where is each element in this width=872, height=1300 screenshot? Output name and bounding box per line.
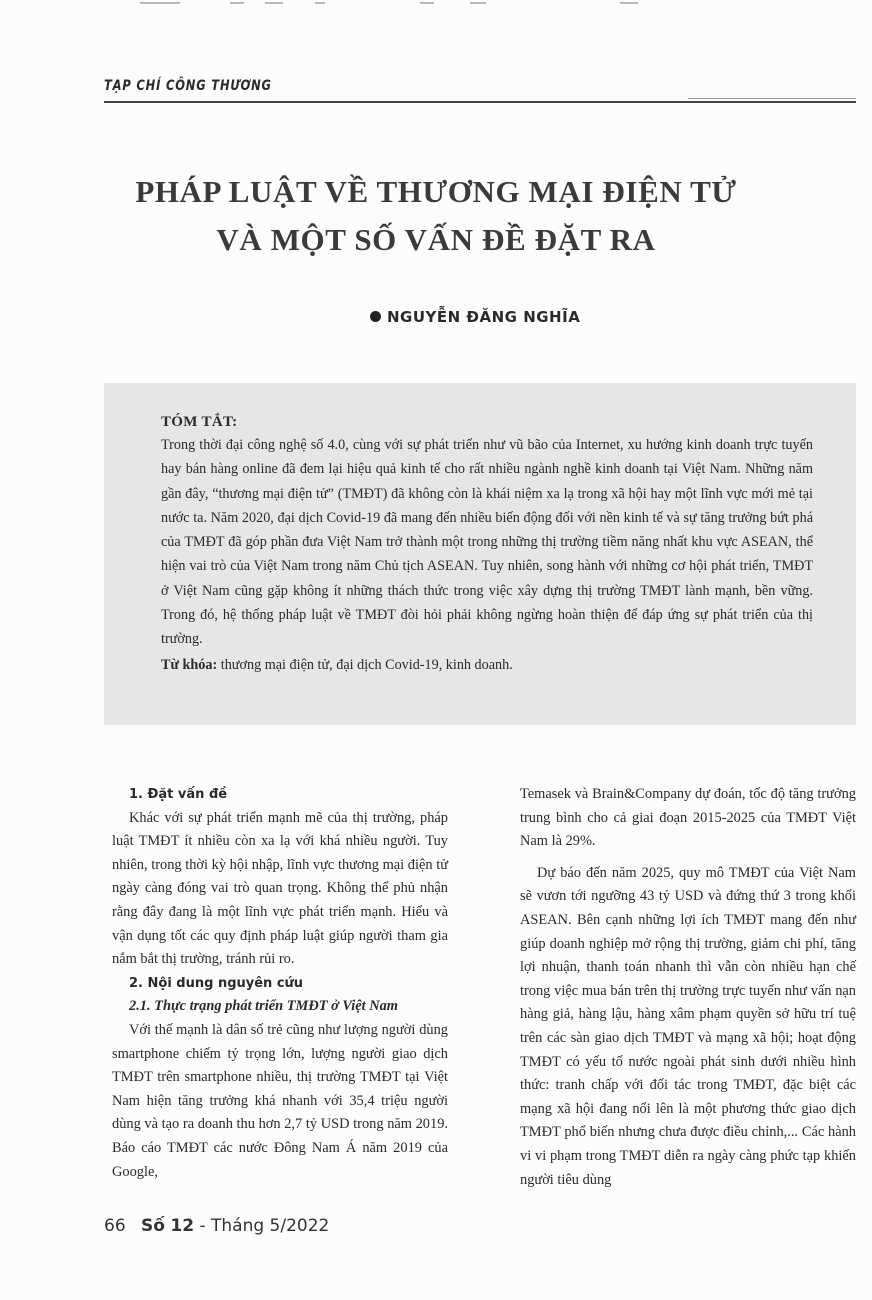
issue-number: 12	[170, 1216, 195, 1236]
right-column	[520, 783, 856, 1192]
abstract-body: Trong thời đại công nghệ số 4.0, cùng với sự phát triển như vũ bão của Internet, xu hướng kinh doanh trực tuyến hay bán hàng online đã đem lại hiệu quả kinh tế cho rất nhiều ngành nghề kinh doanh tại Việt Nam. Những năm gần đây, “thương mại điện tử” (TMĐT) đã không còn là khái niệm xa lạ trong xã hội hay một lĩnh vực mới mẻ tại nước ta. Năm 2020, đại dịch Covid-19 đã mang đến nhiều biến động đối với nền kinh tế và sự tăng trưởng bứt phá của TMĐT đã góp phần đưa Việt Nam trở thành một trong những thị trường tiềm năng nhất khu vực ASEAN, thể hiện vai trò của Việt Nam trong năm Chủ tịch ASEAN. Tuy nhiên, song hành với những cơ hội phát triển, TMĐT ở Việt Nam cũng gặp không ít những thách thức trong việc xây dựng thị trường TMĐT lành mạnh, bền vững. Trong đó, hệ thống pháp luật về TMĐT đòi hỏi phải không ngừng hoàn thiện để đáp ứng sự phát triển của thị trường.	[161, 437, 813, 648]
right-paragraph-2: Dự báo đến năm 2025, quy mô TMĐT của Việt Nam sẽ vươn tới ngưỡng 43 tỷ USD và đứng thứ 3 trong khối ASEAN. Bên cạnh những lợi ích TMĐT mang đến như giúp doanh nghiệp mở rộng thị trường, giảm chi phí, tăng lợi nhuận, thanh toán nhanh thì vẫn còn nhiều hạn chế trong việc mua bán trên thị trường trực tuyến như vấn nạn hàng giả, hàng lậu, hàng xâm phạm quyền sở hữu trí tuệ trên các sàn giao dịch TMĐT và mạng xã hội; hoạt động TMĐT có yếu tố nước ngoài phát sinh dưới nhiều hình thức: tranh chấp với đối tác trong TMĐT, đặc biệt các mạng xã hội đang nổi lên là một phương thức giao dịch TMĐT phổ biến nhưng chưa được điều chỉnh,... Các hành vi vi phạm trong TMĐT diễn ra ngày càng phức tạp khiến người tiêu dùng	[520, 864, 856, 1188]
section-1-heading: 1. Đặt vấn đề	[129, 787, 228, 802]
abstract-content	[161, 411, 813, 678]
top-edge-marks	[140, 0, 660, 6]
section-2-heading: 2. Nội dung nguyên cứu	[129, 975, 304, 991]
journal-name: TẠP CHÍ CÔNG THƯƠNG	[104, 78, 272, 94]
abstract-box	[104, 383, 856, 725]
header-rule-accent	[688, 98, 856, 99]
header-rule	[104, 101, 856, 103]
right-paragraph-1: Temasek và Brain&Company dự đoán, tốc độ tăng trưởng trung bình cho cả giai đoạn 2015-2025 của TMĐT Việt Nam là 29%.	[520, 786, 856, 850]
issue-label: Số	[141, 1216, 165, 1236]
article-title	[90, 168, 782, 264]
abstract-keywords	[161, 652, 813, 678]
author-name: NGUYỄN ĐĂNG NGHĨA	[387, 308, 581, 326]
issue-date: - Tháng 5/2022	[199, 1216, 330, 1236]
section-1-paragraph: Khác với sự phát triển mạnh mẽ của thị trường, pháp luật TMĐT ít nhiều còn xa lạ với khá nhiều người. Tuy nhiên, trong thời kỳ hội nhập, lĩnh vực thương mại điện tử ngày càng đóng vai trò quan trọng. Không thể phủ nhận rằng đây đang là một lĩnh vực phát triển mạnh. Hiểu và vận dụng tốt các quy định pháp luật giúp người tham gia nắm bắt thị trường, tránh rủi ro.	[112, 809, 448, 968]
keywords-text: thương mại điện tử, đại dịch Covid-19, kinh doanh.	[220, 656, 513, 673]
title-line-2: VÀ MỘT SỐ VẤN ĐỀ ĐẶT RA	[216, 222, 656, 257]
author-line	[370, 308, 580, 326]
abstract-heading: TÓM TẮT:	[161, 414, 238, 430]
title-line-1: PHÁP LUẬT VỀ THƯƠNG MẠI ĐIỆN TỬ	[135, 174, 737, 209]
subsection-2-1-heading: 2.1. Thực trạng phát triển TMĐT ở Việt Nam	[129, 998, 399, 1015]
page-footer	[104, 1216, 329, 1236]
bullet-icon	[370, 311, 381, 322]
keywords-label: Từ khóa:	[161, 656, 218, 673]
page-number: 66	[104, 1216, 126, 1236]
left-column	[112, 783, 448, 1184]
subsection-2-1-paragraph: Với thế mạnh là dân số trẻ cũng như lượng người dùng smartphone chiếm tỷ trọng lớn, lượng người giao dịch TMĐT trên smartphone nhiều, thị trường TMĐT tại Việt Nam hiện tăng trưởng khá nhanh với 35,4 triệu người dùng và tạo ra doanh thu hơn 2,7 tỷ USD trong năm 2019. Báo cáo TMĐT các nước Đông Nam Á năm 2019 của Google,	[112, 1021, 448, 1180]
